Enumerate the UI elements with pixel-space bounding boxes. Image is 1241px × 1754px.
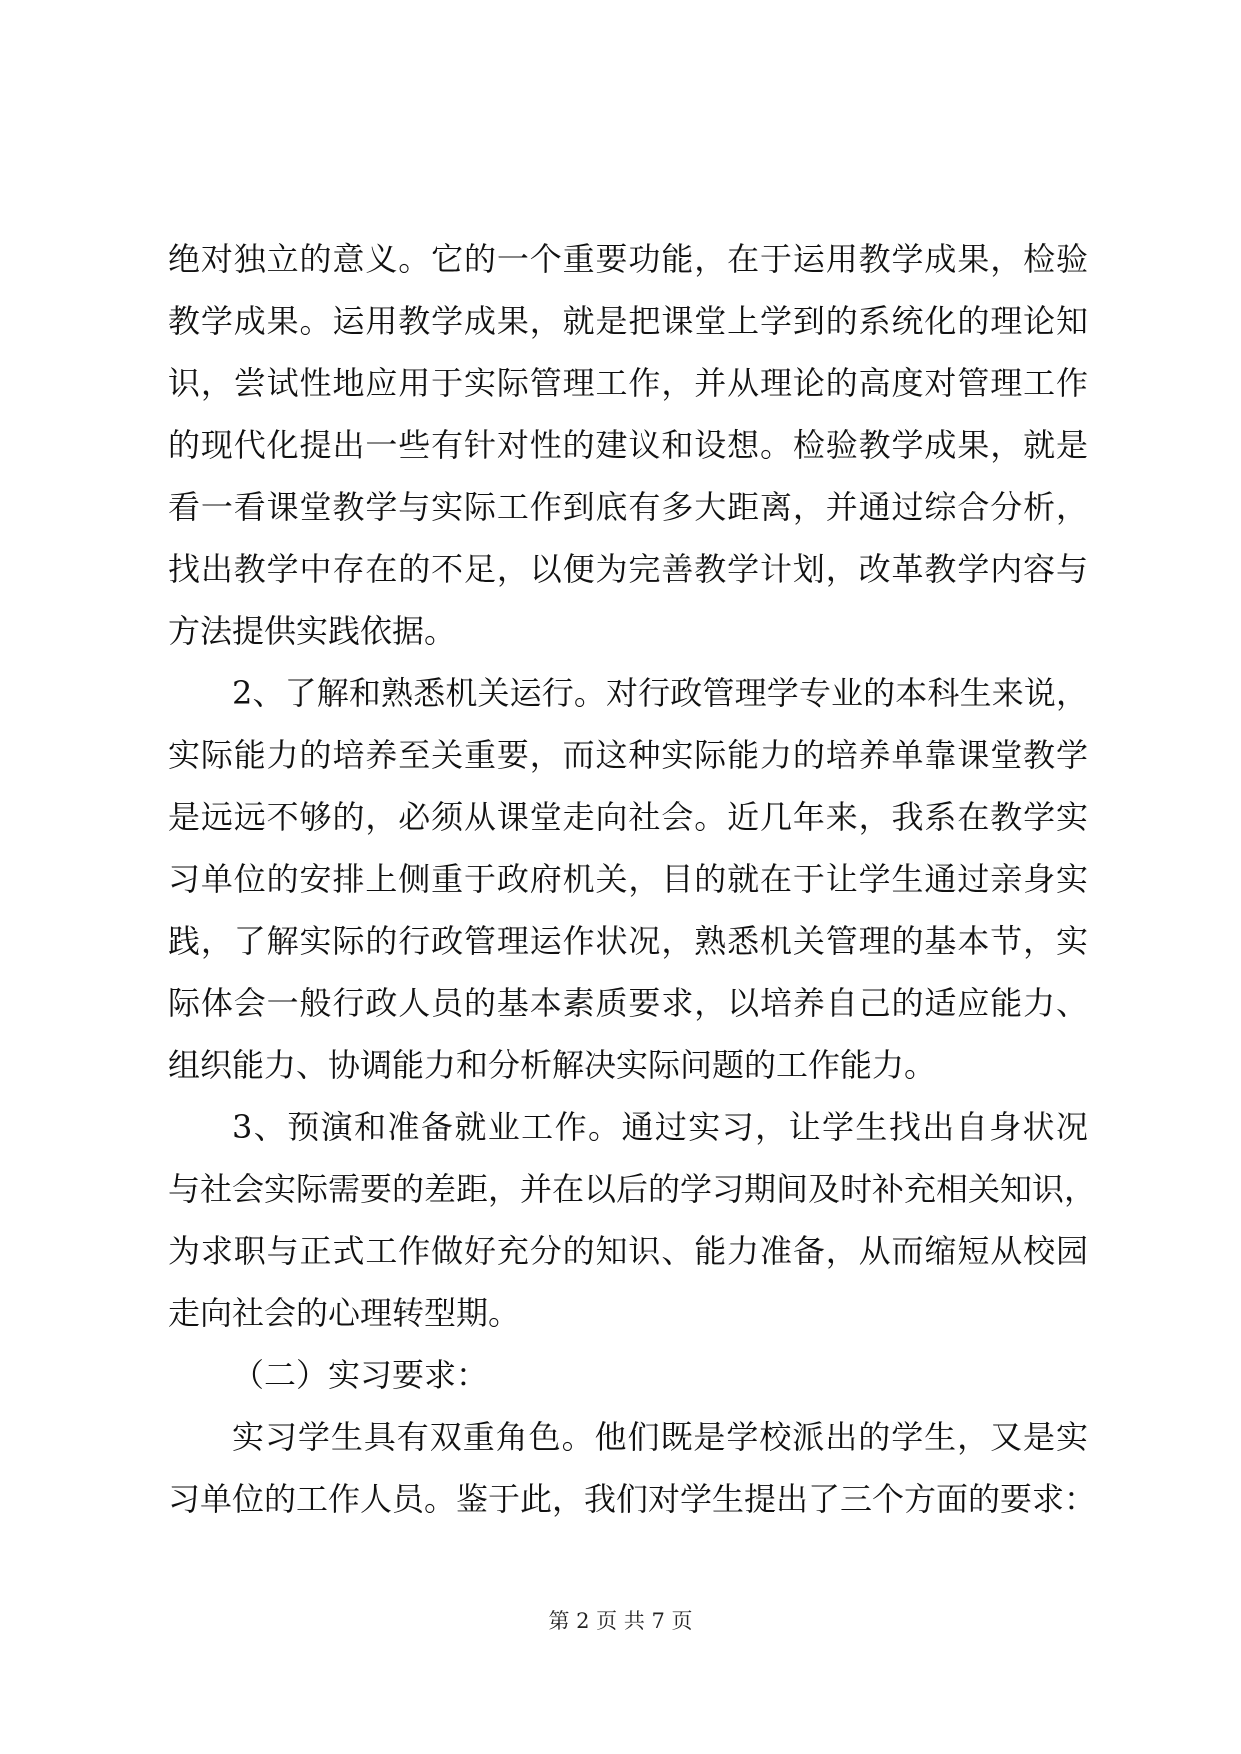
- text-line: 找出教学中存在的不足，以便为完善教学计划，改革教学内容与: [168, 550, 1088, 588]
- text-line: 教学成果。运用教学成果，就是把课堂上学到的系统化的理论知: [168, 302, 1088, 340]
- text-line: 习单位的安排上侧重于政府机关，目的就在于让学生通过亲身实: [168, 860, 1088, 898]
- page-footer: 第 2 页 共 7 页: [548, 1609, 693, 1633]
- text-line: 2、了解和熟悉机关运行。对行政管理学专业的本科生来说，: [232, 674, 1088, 712]
- text-line: 习单位的工作人员。鉴于此，我们对学生提出了三个方面的要求：: [168, 1480, 1097, 1518]
- text-line: 实习学生具有双重角色。他们既是学校派出的学生，又是实: [232, 1418, 1088, 1456]
- text-line: 的现代化提出一些有针对性的建议和设想。检验教学成果，就是: [168, 426, 1088, 464]
- text-line: 3、预演和准备就业工作。通过实习，让学生找出自身状况: [232, 1108, 1088, 1146]
- text-line: 识，尝试性地应用于实际管理工作，并从理论的高度对管理工作: [168, 364, 1088, 402]
- text-line: 践，了解实际的行政管理运作状况，熟悉机关管理的基本节，实: [168, 922, 1088, 960]
- text-line: 与社会实际需要的差距，并在以后的学习期间及时补充相关知识，: [168, 1170, 1097, 1208]
- text-line: 绝对独立的意义。它的一个重要功能，在于运用教学成果，检验: [168, 240, 1088, 278]
- text-line: 看一看课堂教学与实际工作到底有多大距离，并通过综合分析，: [168, 488, 1088, 526]
- text-line: 是远远不够的，必须从课堂走向社会。近几年来，我系在教学实: [168, 798, 1088, 836]
- document-body: [168, 228, 1097, 1530]
- text-line: 方法提供实践依据。: [168, 612, 457, 650]
- text-line: 组织能力、协调能力和分析解决实际问题的工作能力。: [168, 1046, 937, 1084]
- text-line: 走向社会的心理转型期。: [168, 1294, 521, 1332]
- text-line: 际体会一般行政人员的基本素质要求，以培养自己的适应能力、: [168, 984, 1088, 1022]
- text-line: 为求职与正式工作做好充分的知识、能力准备，从而缩短从校园: [168, 1232, 1088, 1270]
- text-line: 实际能力的培养至关重要，而这种实际能力的培养单靠课堂教学: [168, 736, 1088, 774]
- text-line: （二）实习要求：: [232, 1356, 489, 1394]
